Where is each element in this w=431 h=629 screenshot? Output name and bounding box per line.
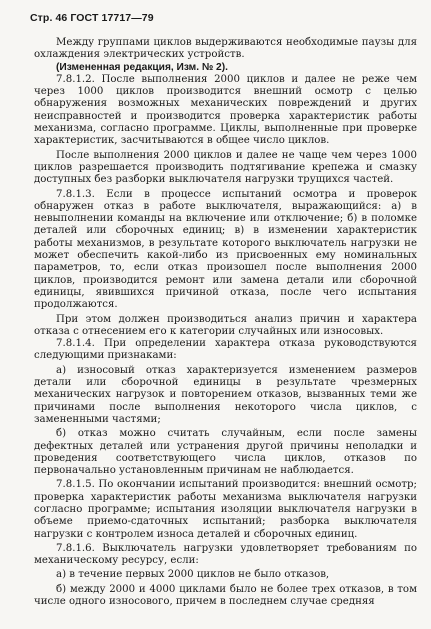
paragraph-7-8-1-2: 7.8.1.2. После выполнения 2000 циклов и далее не реже чем через 1000 циклов производится внешний осмотр с целью обнаружения возможных механических повреждений и других неисправностей и производится проверка характеристик работы механизма, согласно программе. Циклы, выполненные при проверке характеристик, засчитываются в общее число циклов. bbox=[34, 73, 417, 147]
paragraph-7-8-1-6: 7.8.1.6. Выключатель нагрузки удовлетворяет требованиям по механическому ресурсу, если: bbox=[34, 542, 417, 567]
paragraph-7-8-1-3: 7.8.1.3. Если в процессе испытаний осмотра и проверок обнаружен отказ в работе выключателя, выражающийся: а) в невыполнении команды на включение или отключение; б) в поломке деталей или сборочных единиц; в) в изменении характеристик работы механизмов, в результате которого выключатель нагрузки не может обеспечить какой-либо из присвоенных ему номинальных параметров, то, если отказ произошел после выполнения 2000 циклов, производится ремонт или замена детали или сборочной единицы, явившихся причиной отказа, после чего испытания продолжаются. bbox=[34, 188, 417, 311]
paragraph-tightening: После выполнения 2000 циклов и далее не чаще чем через 1000 циклов разрешается производить подтягивание крепежа и смазку доступных без разборки выключателя нагрузки трущихся частей. bbox=[34, 149, 417, 186]
paragraph-7-8-1-5: 7.8.1.5. По окончании испытаний производится: внешний осмотр; проверка характеристик работы механизма выключателя нагрузки согласно программе; испытания изоляции выключателя нагрузки в объеме приемо-сдаточных испытаний; разборка выключателя нагрузки с контролем износа деталей и сборочных единиц. bbox=[34, 479, 417, 540]
paragraph-7-8-1-4: 7.8.1.4. При определении характера отказа руководствуются следующими признаками: bbox=[34, 338, 417, 362]
document-body bbox=[34, 37, 417, 608]
paragraph-pause: Между группами циклов выдерживаются необходимые паузы для охлаждения электрических устройств. bbox=[34, 37, 417, 61]
list-item-a-wear: а) износовый отказ характеризуется изменением размеров детали или сборочной единицы в результате чрезмерных механических нагрузок и повторением отказов, вызванных теми же причинами после выполнения некоторого числа циклов, с замененными частями; bbox=[34, 364, 417, 425]
list-item-b-random: б) отказ можно считать случайным, если после замены дефектных деталей или устранения другой причины неполадки и проведения соответствующего числа циклов, отказов по первоначально установленным причинам не наблюдается. bbox=[34, 428, 417, 477]
paragraph-analysis: При этом должен производиться анализ причин и характера отказа с отнесением его к категории случайных или износовых. bbox=[34, 313, 417, 337]
amendment-note: (Измененная редакция, Изм. № 2). bbox=[56, 61, 228, 73]
list-item-b-failures: б) между 2000 и 4000 циклами было не более трех отказов, в том числе одного износового, причем в последнем случае средняя bbox=[34, 583, 417, 608]
page-header: Стр. 46 ГОСТ 17717—79 bbox=[30, 12, 154, 24]
list-item-a-no-failures: а) в течение первых 2000 циклов не было отказов, bbox=[56, 569, 330, 581]
